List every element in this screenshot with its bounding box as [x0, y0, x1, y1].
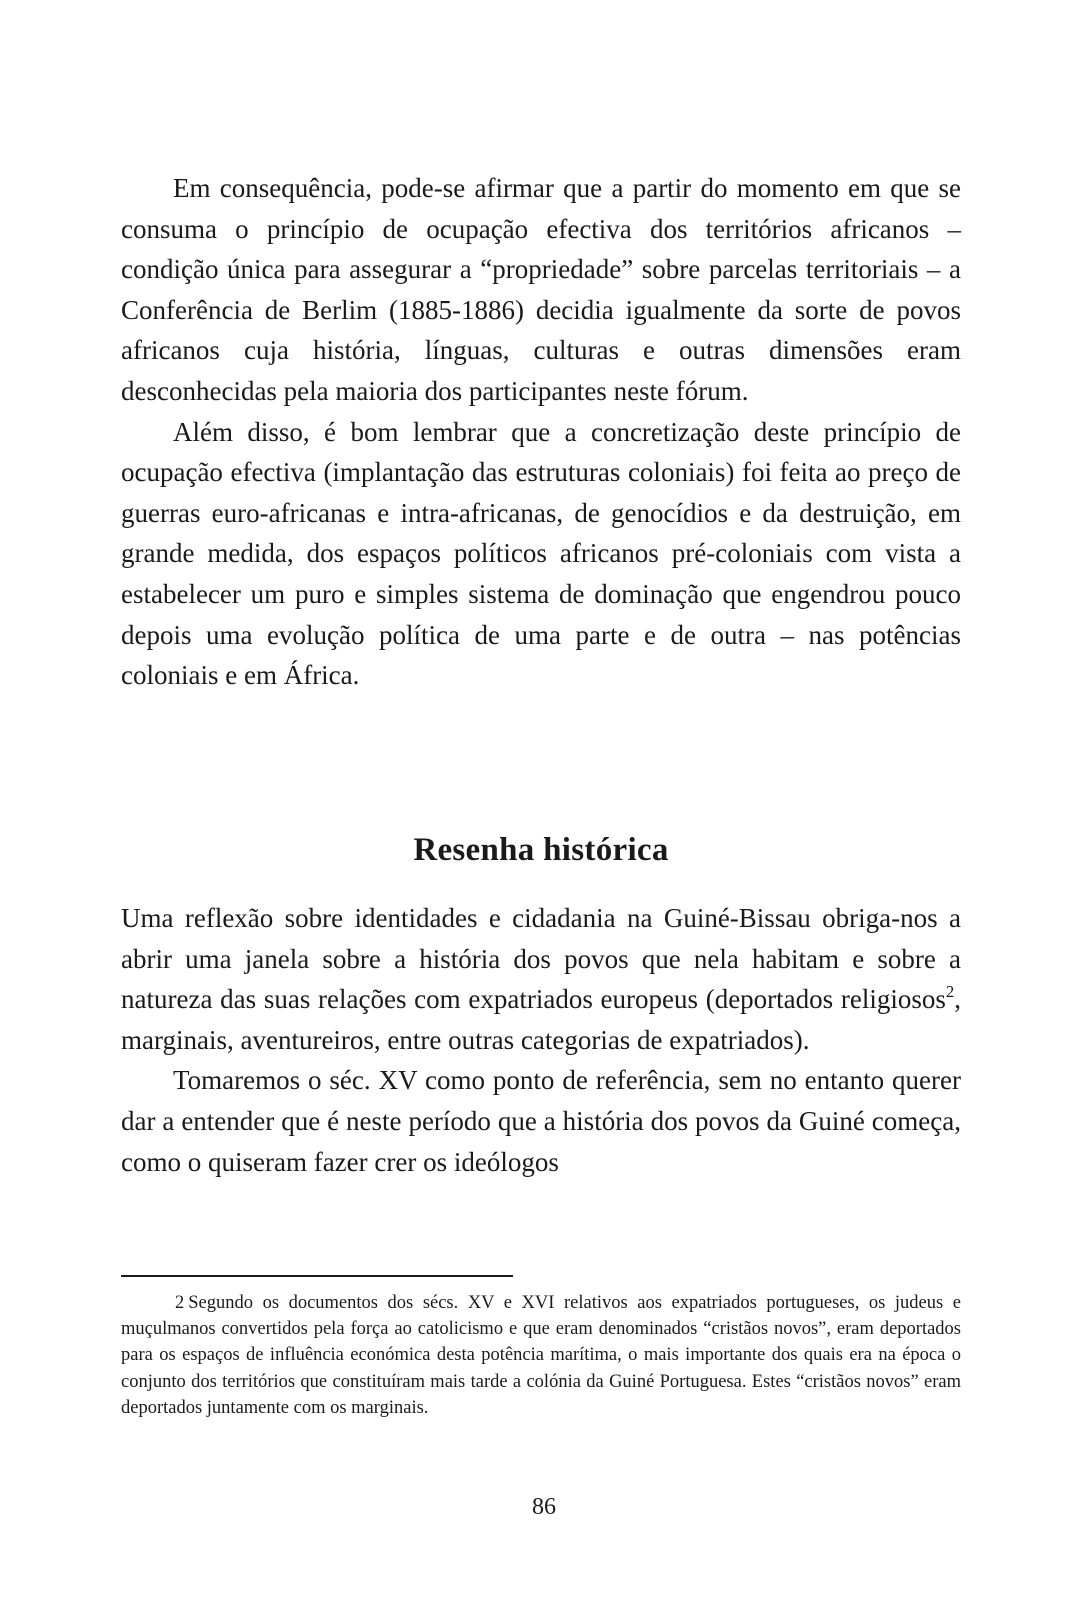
footnote [121, 1290, 961, 1421]
paragraph-3-text-a: Uma reflexão sobre identidades e cidadania na Guiné-Bissau obriga-nos a abrir uma janela sobre a história dos povos que nela habitam e sobre a natureza das suas relações com expatriados europeus (deportados religiosos [121, 903, 961, 1015]
paragraph-4: Tomaremos o séc. XV como ponto de referência, sem no entanto querer dar a entender que é neste período que a história dos povos da Guiné começa, como o quiseram fazer crer os ideólogos [121, 1065, 961, 1177]
footnote-number: 2 [175, 1293, 185, 1313]
footnote-text: Segundo os documentos dos sécs. XV e XVI relativos aos expatriados portugueses, os judeus e muçulmanos convertidos pela força ao catolicismo e que eram denominados “cristãos novos”, eram deportados para os espaços de influência económica desta potência marítima, o mais importante dos quais era na época o conjunto dos territórios que constituíram mais tarde a colónia da Guiné Portuguesa. Estes “cristãos novos” eram deportados juntamente com os marginais. [121, 1293, 961, 1418]
body-text-top [121, 168, 961, 696]
page-number: 86 [532, 1494, 556, 1520]
paragraph-2: Além disso, é bom lembrar que a concretização deste princípio de ocupação efectiva (implantação das estruturas coloniais) foi feita ao preço de guerras euro-africanas e intra-africanas, de genocídios e da destruição, em grande medida, dos espaços políticos africanos pré-coloniais com vista a estabelecer um puro e simples sistema de dominação que engendrou pouco depois uma evolução política de uma parte e de outra – nas potências coloniais e em África. [121, 416, 961, 691]
body-text-section [121, 898, 961, 1182]
section-heading: Resenha histórica [413, 832, 669, 868]
paragraph-1: Em consequência, pode-se afirmar que a partir do momento em que se consuma o princípio de ocupação efectiva dos territórios africanos – condição única para assegurar a “propriedade” sobre parcelas territoriais – a Conferência de Berlim (1885-1886) decidia igualmente da sorte de povos africanos cuja história, línguas, culturas e outras dimensões eram desconhecidas pela maioria dos participantes neste fórum. [121, 173, 961, 406]
footnote-reference: 2 [945, 982, 955, 1002]
paragraph-3-text-b: , marginais, aventureiros, entre outras categorias de expatriados). [121, 984, 961, 1055]
paragraph-3 [121, 898, 961, 1060]
footnote-separator [121, 1275, 513, 1277]
